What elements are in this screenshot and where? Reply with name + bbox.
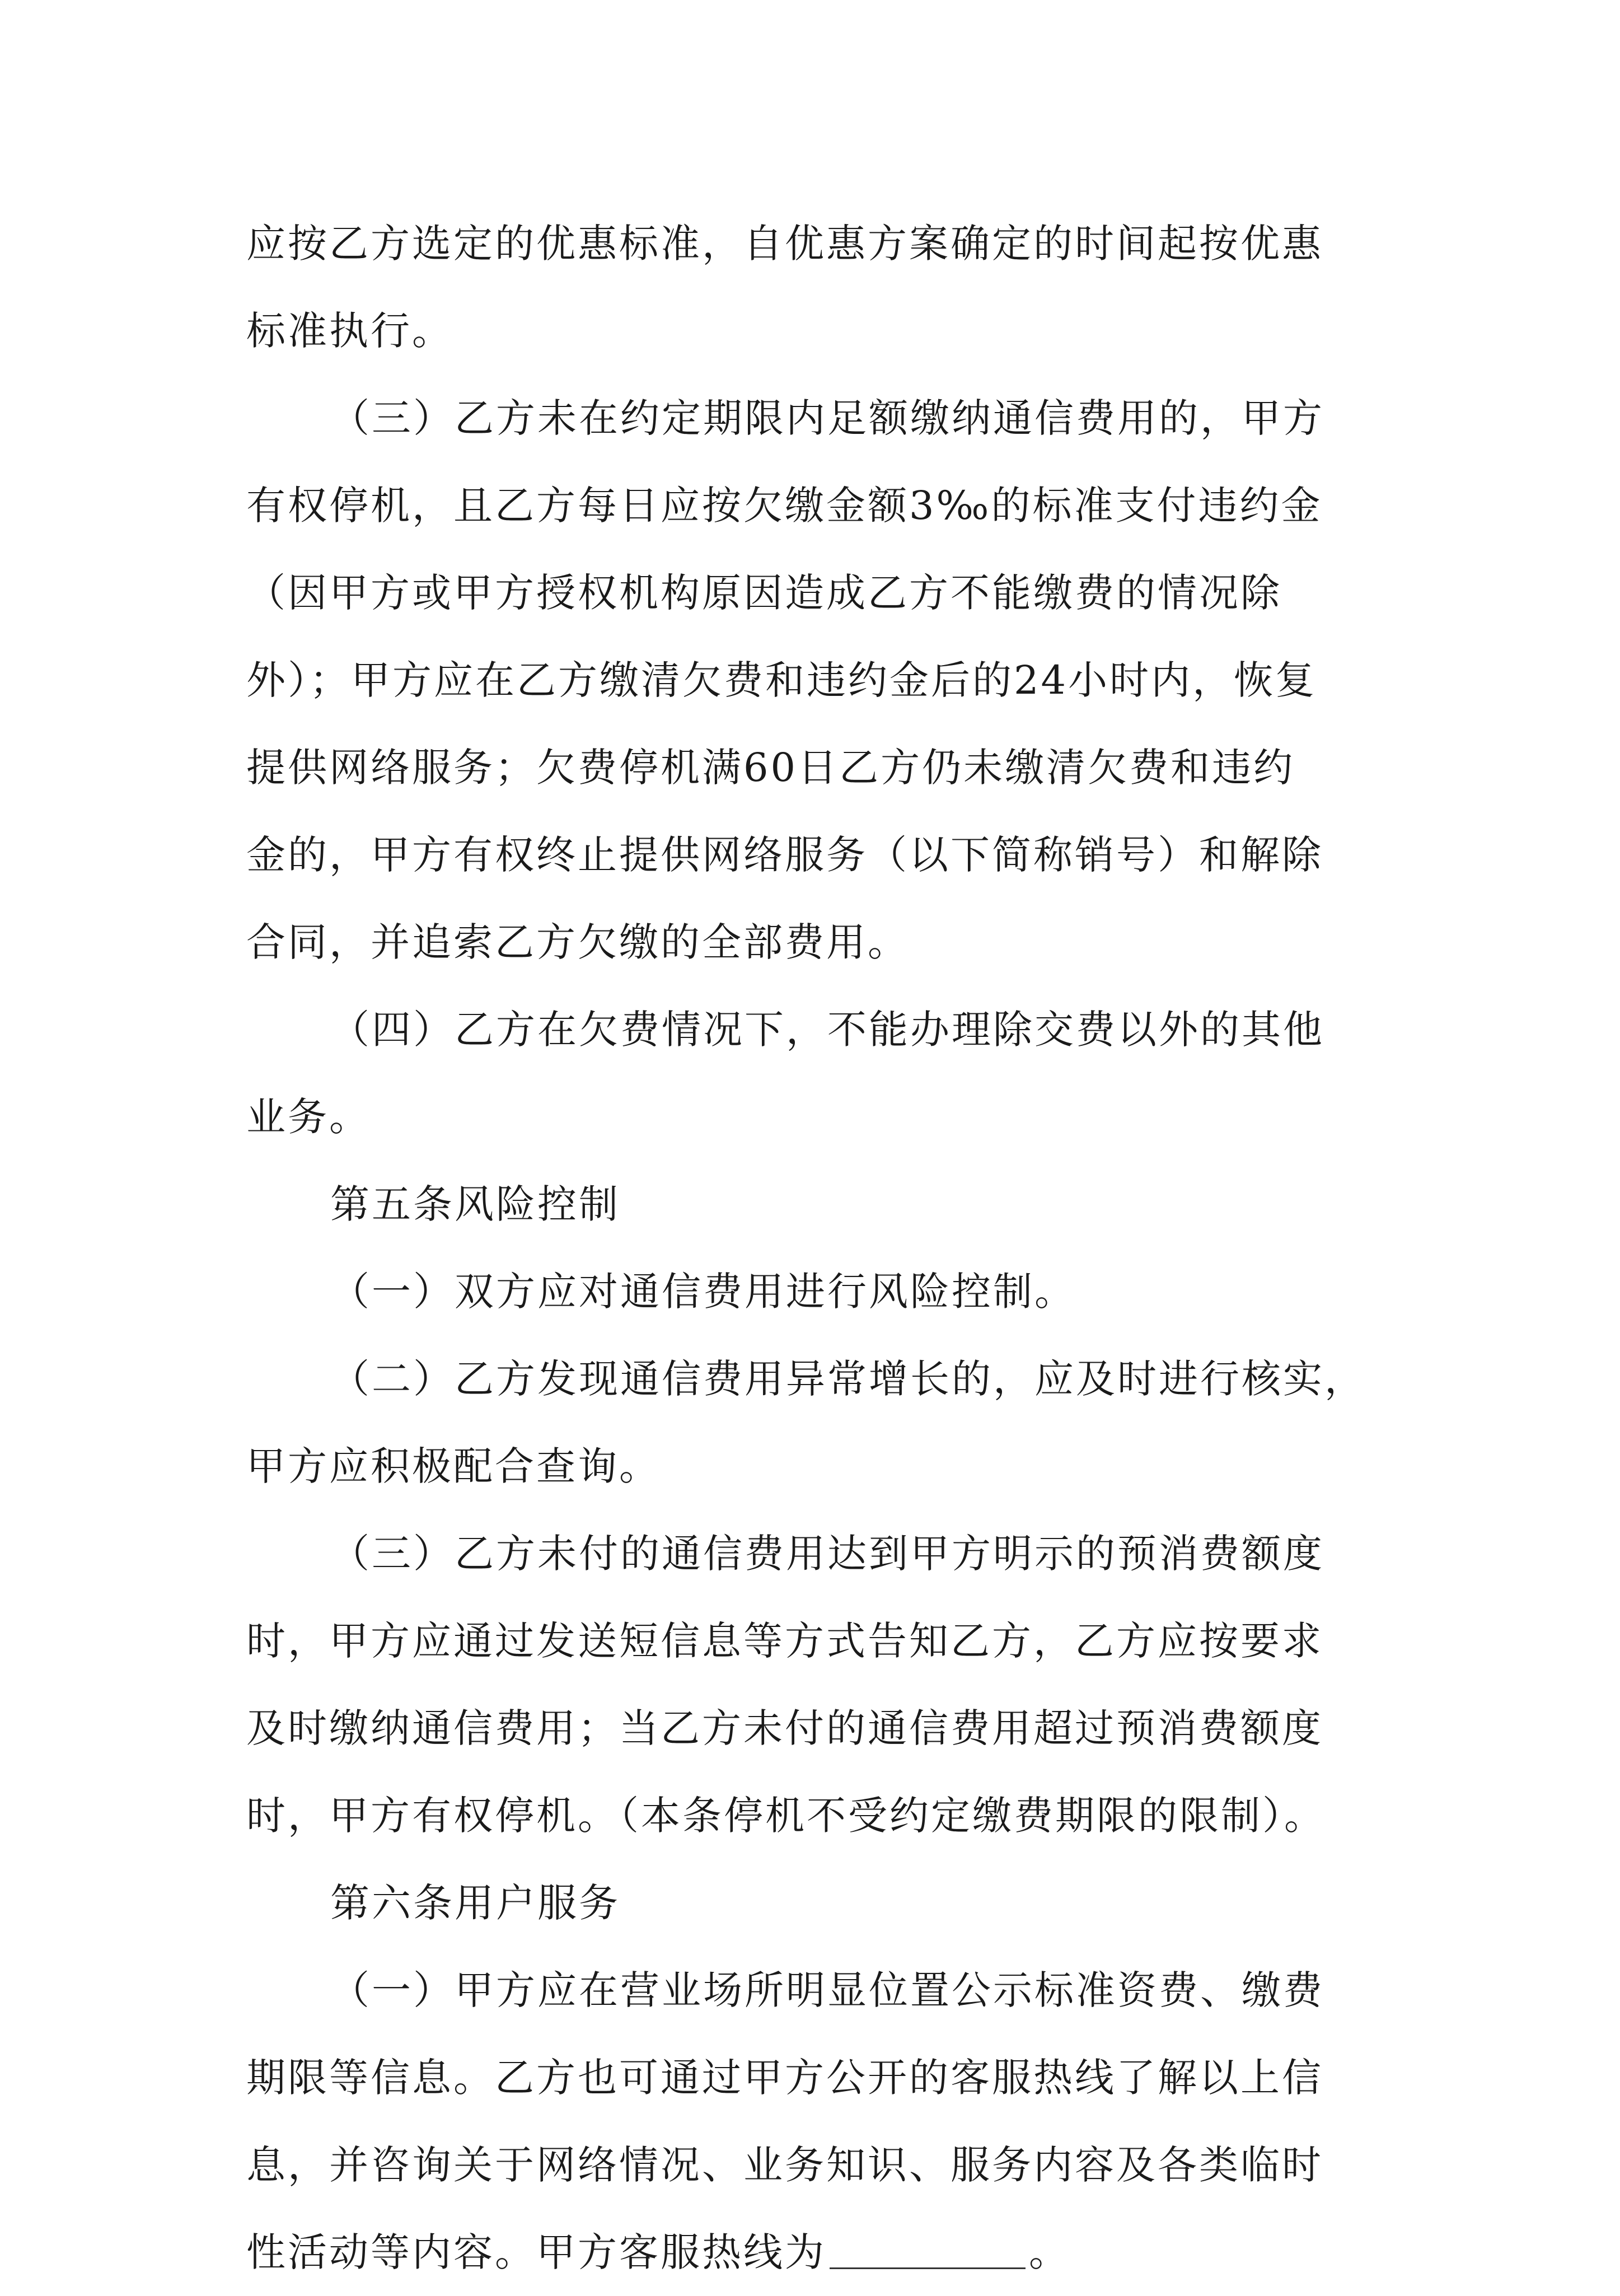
text-line: 时，甲方应通过发送短信息等方式告知乙方，乙方应按要求: [246, 1618, 1323, 1664]
text-line: 息，并咨询关于网络情况、业务知识、服务内容及各类临时: [246, 2142, 1323, 2188]
text-line: 提供网络服务；欠费停机满60日乙方仍未缴清欠费和违约: [246, 745, 1295, 791]
clause-paragraph-start: （三）乙方未在约定期限内足额缴纳通信费用的，甲方: [330, 395, 1324, 441]
text-line: 时，甲方有权停机。（本条停机不受约定缴费期限的限制）。: [246, 1793, 1326, 1839]
text-line: 甲方应积极配合查询。: [246, 1443, 661, 1489]
clause-paragraph-start: （一）双方应对通信费用进行风险控制。: [330, 1269, 1076, 1315]
hotline-label: 性活动等内容。甲方客服热线为: [246, 2229, 826, 2275]
text-line: 合同，并追索乙方欠缴的全部费用。: [246, 919, 909, 965]
text-line: 标准执行。: [246, 308, 453, 354]
article-heading: 第五条风险控制: [330, 1181, 620, 1227]
text-line: 业务。: [246, 1094, 371, 1140]
text-line: 期限等信息。乙方也可通过甲方公开的客服热线了解以上信: [246, 2055, 1323, 2101]
clause-paragraph-start: （二）乙方发现通信费用异常增长的，应及时进行核实，: [330, 1356, 1366, 1402]
text-line: 有权停机，且乙方每日应按欠缴金额3‰的标准支付违约金: [246, 483, 1323, 529]
text-line-with-blank: [246, 2209, 1388, 2296]
hotline-blank-field: [830, 2228, 1026, 2269]
clause-paragraph-start: （四）乙方在欠费情况下，不能办理除交费以外的其他: [330, 1007, 1324, 1053]
document-body: [246, 200, 1388, 2296]
clause-paragraph-start: （一）甲方应在营业场所明显位置公示标准资费、缴费: [330, 1967, 1324, 2013]
article-heading: 第六条用户服务: [330, 1880, 620, 1926]
text-line: 外）；甲方应在乙方缴清欠费和违约金后的24小时内，恢复: [246, 657, 1317, 703]
text-line: 及时缴纳通信费用；当乙方未付的通信费用超过预消费额度: [246, 1705, 1323, 1751]
text-line: 金的，甲方有权终止提供网络服务（以下简称销号）和解除: [246, 832, 1323, 878]
hotline-suffix: 。: [1029, 2229, 1070, 2275]
text-line: （因甲方或甲方授权机构原因造成乙方不能缴费的情况除: [246, 570, 1282, 616]
clause-paragraph-start: （三）乙方未付的通信费用达到甲方明示的预消费额度: [330, 1531, 1324, 1577]
text-line: 应按乙方选定的优惠标准，自优惠方案确定的时间起按优惠: [246, 221, 1323, 266]
